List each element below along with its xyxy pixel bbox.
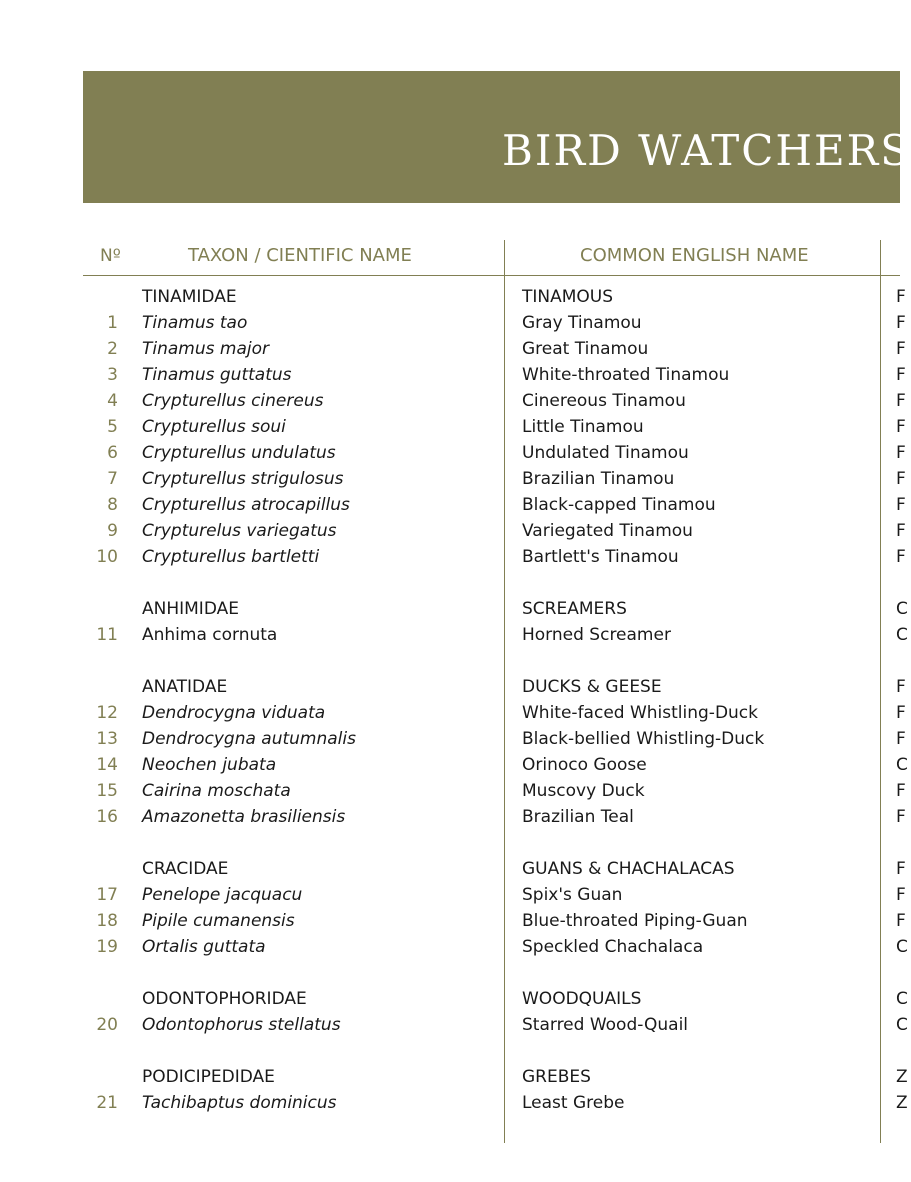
status-code: F [896,313,906,333]
table-row [0,310,906,336]
common-english-name: White-throated Tinamou [522,365,730,385]
table-row [0,388,906,414]
common-english-name: Little Tinamou [522,417,644,437]
status-code: F [896,495,906,515]
family-common-name: GUANS & CHACHALACAS [522,859,735,879]
species-number: 21 [96,1093,118,1113]
common-english-name: Speckled Chachalaca [522,937,704,957]
species-table [0,284,908,1116]
group-spacer [0,570,900,596]
family-common-name: TINAMOUS [522,287,614,307]
species-number: 17 [96,885,118,905]
column-header-taxon: TAXON / CIENTIFIC NAME [188,245,412,266]
header-divider [83,275,900,276]
family-row [0,986,908,1012]
species-number: 6 [107,443,118,463]
family-common-name: GREBES [522,1067,591,1087]
status-code: Z [896,1093,908,1113]
table-row [0,362,906,388]
status-code: F [896,469,906,489]
common-english-name: White-faced Whistling-Duck [522,703,758,723]
species-number: 9 [107,521,118,541]
scientific-name: Cairina moschata [142,781,291,801]
family-row [0,1064,908,1090]
scientific-name: Crypturellus undulatus [142,443,336,463]
species-number: 14 [96,755,118,775]
family-common-name: SCREAMERS [522,599,627,619]
common-english-name: Brazilian Tinamou [522,469,675,489]
group-spacer [0,830,900,856]
species-number: 10 [96,547,118,567]
scientific-name: Dendrocygna autumnalis [142,729,356,749]
table-row [0,752,908,778]
status-code: C [896,625,908,645]
family-row [0,856,906,882]
family-status-code: C [896,599,908,619]
scientific-name: Tachibaptus dominicus [142,1093,337,1113]
scientific-name: Anhima cornuta [142,625,278,645]
family-row [0,674,906,700]
species-number: 5 [107,417,118,437]
table-row [0,336,906,362]
column-header-common-name: COMMON ENGLISH NAME [580,245,809,266]
common-english-name: Bartlett's Tinamou [522,547,679,567]
table-row [0,934,908,960]
group-spacer [0,648,900,674]
species-number: 8 [107,495,118,515]
family-common-name: WOODQUAILS [522,989,642,1009]
status-code: F [896,391,906,411]
species-number: 12 [96,703,118,723]
common-english-name: Variegated Tinamou [522,521,693,541]
table-row [0,1012,908,1038]
common-english-name: Muscovy Duck [522,781,645,801]
status-code: C [896,1015,908,1035]
status-code: F [896,703,906,723]
status-code: F [896,911,906,931]
table-row [0,414,906,440]
family-row [0,596,908,622]
page-title: BIRD WATCHERS [502,126,911,175]
common-english-name: Gray Tinamou [522,313,642,333]
common-english-name: Horned Screamer [522,625,671,645]
table-row [0,492,906,518]
common-english-name: Black-bellied Whistling-Duck [522,729,765,749]
species-number: 13 [96,729,118,749]
scientific-name: Crypturellus cinereus [142,391,324,411]
common-english-name: Blue-throated Piping-Guan [522,911,748,931]
common-english-name: Brazilian Teal [522,807,634,827]
scientific-name: Crypturellus soui [142,417,286,437]
family-name: CRACIDAE [142,859,229,879]
family-status-code: C [896,989,908,1009]
table-row [0,1090,908,1116]
scientific-name: Crypturellus strigulosus [142,469,344,489]
status-code: F [896,807,906,827]
species-number: 18 [96,911,118,931]
species-number: 2 [107,339,118,359]
status-code: F [896,547,906,567]
table-row [0,518,906,544]
species-number: 11 [96,625,118,645]
table-row [0,778,906,804]
scientific-name: Penelope jacquacu [142,885,303,905]
status-code: F [896,443,906,463]
scientific-name: Crypturelus variegatus [142,521,337,541]
family-status-code: Z [896,1067,908,1087]
scientific-name: Tinamus tao [142,313,248,333]
common-english-name: Black-capped Tinamou [522,495,716,515]
table-row [0,544,906,570]
table-row [0,466,906,492]
scientific-name: Pipile cumanensis [142,911,295,931]
table-row [0,700,906,726]
table-row [0,440,906,466]
common-english-name: Great Tinamou [522,339,649,359]
scientific-name: Tinamus major [142,339,269,359]
species-number: 15 [96,781,118,801]
status-code: F [896,885,906,905]
table-row [0,804,906,830]
species-number: 20 [96,1015,118,1035]
family-status-code: F [896,287,906,307]
status-code: C [896,937,908,957]
table-row [0,726,906,752]
status-code: F [896,339,906,359]
family-name: TINAMIDAE [142,287,237,307]
family-name: PODICIPEDIDAE [142,1067,275,1087]
common-english-name: Spix's Guan [522,885,623,905]
column-header-number: Nº [100,246,121,266]
family-name: ODONTOPHORIDAE [142,989,307,1009]
species-number: 7 [107,469,118,489]
status-code: F [896,729,906,749]
scientific-name: Crypturellus atrocapillus [142,495,350,515]
status-code: F [896,521,906,541]
common-english-name: Starred Wood-Quail [522,1015,689,1035]
table-row [0,882,906,908]
scientific-name: Dendrocygna viduata [142,703,326,723]
family-name: ANATIDAE [142,677,228,697]
common-english-name: Orinoco Goose [522,755,647,775]
scientific-name: Ortalis guttata [142,937,266,957]
species-number: 4 [107,391,118,411]
family-common-name: DUCKS & GEESE [522,677,662,697]
title-banner [83,71,911,203]
status-code: C [896,755,908,775]
species-number: 16 [96,807,118,827]
scientific-name: Amazonetta brasiliensis [142,807,346,827]
family-status-code: F [896,859,906,879]
species-number: 1 [107,313,118,333]
group-spacer [0,960,900,986]
common-english-name: Least Grebe [522,1093,625,1113]
scientific-name: Crypturellus bartletti [142,547,320,567]
species-number: 19 [96,937,118,957]
species-number: 3 [107,365,118,385]
table-row [0,908,906,934]
common-english-name: Cinereous Tinamou [522,391,686,411]
family-name: ANHIMIDAE [142,599,239,619]
group-spacer [0,1038,900,1064]
table-row [0,622,908,648]
status-code: F [896,781,906,801]
scientific-name: Odontophorus stellatus [142,1015,341,1035]
status-code: F [896,417,906,437]
common-english-name: Undulated Tinamou [522,443,689,463]
family-status-code: F [896,677,906,697]
family-row [0,284,906,310]
scientific-name: Neochen jubata [142,755,277,775]
scientific-name: Tinamus guttatus [142,365,292,385]
status-code: F [896,365,906,385]
